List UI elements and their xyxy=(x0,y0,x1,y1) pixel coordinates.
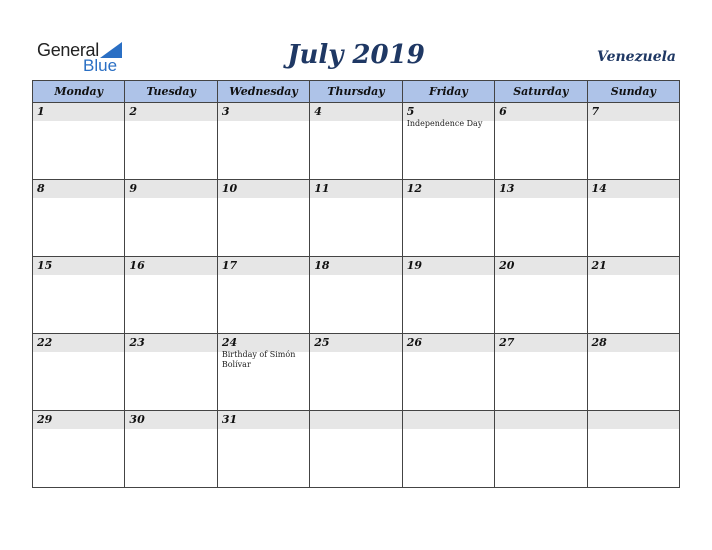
day-cell xyxy=(310,257,402,334)
day-cell xyxy=(125,334,217,411)
day-number: 28 xyxy=(588,334,679,352)
day-cell xyxy=(217,334,309,411)
day-cell xyxy=(217,411,309,488)
day-cell xyxy=(33,257,125,334)
weekday-header-row xyxy=(33,81,680,103)
day-cell xyxy=(125,257,217,334)
day-number: 16 xyxy=(125,257,216,275)
day-cell xyxy=(33,103,125,180)
day-number: 25 xyxy=(310,334,401,352)
week-row xyxy=(33,257,680,334)
weekday-tuesday: Tuesday xyxy=(125,81,217,103)
day-number: 13 xyxy=(495,180,586,198)
day-number xyxy=(495,411,586,429)
day-number: 15 xyxy=(33,257,124,275)
day-cell xyxy=(310,334,402,411)
logo-text-blue: Blue xyxy=(83,56,118,75)
day-number xyxy=(310,411,401,429)
week-row xyxy=(33,103,680,180)
day-cell xyxy=(495,103,587,180)
day-number: 18 xyxy=(310,257,401,275)
day-cell xyxy=(402,334,494,411)
day-cell xyxy=(217,103,309,180)
day-cell xyxy=(587,103,679,180)
calendar-grid xyxy=(32,80,680,488)
day-cell xyxy=(495,180,587,257)
day-number: 29 xyxy=(33,411,124,429)
day-cell xyxy=(217,180,309,257)
day-number: 20 xyxy=(495,257,586,275)
day-number: 8 xyxy=(33,180,124,198)
day-number: 14 xyxy=(588,180,679,198)
day-number: 2 xyxy=(125,103,216,121)
day-cell xyxy=(402,180,494,257)
country-label: Venezuela xyxy=(597,49,676,65)
day-cell xyxy=(125,411,217,488)
weekday-monday: Monday xyxy=(33,81,125,103)
day-cell xyxy=(495,411,587,488)
day-number: 4 xyxy=(310,103,401,121)
day-cell xyxy=(587,180,679,257)
day-cell xyxy=(402,103,494,180)
day-cell xyxy=(587,334,679,411)
day-cell xyxy=(217,257,309,334)
day-number: 26 xyxy=(403,334,494,352)
logo-text-general: General xyxy=(37,40,99,60)
day-number xyxy=(403,411,494,429)
day-number: 31 xyxy=(218,411,309,429)
day-number: 21 xyxy=(588,257,679,275)
day-number: 1 xyxy=(33,103,124,121)
day-number: 7 xyxy=(588,103,679,121)
day-number: 3 xyxy=(218,103,309,121)
weekday-wednesday: Wednesday xyxy=(217,81,309,103)
holiday-label: Birthday of Simón Bolívar xyxy=(221,350,296,369)
day-cell xyxy=(495,334,587,411)
day-number: 10 xyxy=(218,180,309,198)
day-cell xyxy=(33,334,125,411)
holiday-label: Independence Day xyxy=(406,119,483,128)
day-number: 9 xyxy=(125,180,216,198)
day-number xyxy=(588,411,679,429)
calendar-title: July 2019 xyxy=(287,40,425,70)
day-cell xyxy=(402,257,494,334)
day-cell xyxy=(587,257,679,334)
day-number: 19 xyxy=(403,257,494,275)
day-cell xyxy=(310,411,402,488)
day-number: 5 xyxy=(403,103,494,121)
day-cell xyxy=(310,180,402,257)
day-cell xyxy=(33,180,125,257)
day-number: 17 xyxy=(218,257,309,275)
day-number: 23 xyxy=(125,334,216,352)
week-row xyxy=(33,411,680,488)
day-cell xyxy=(495,257,587,334)
day-cell xyxy=(33,411,125,488)
weekday-thursday: Thursday xyxy=(310,81,402,103)
day-cell xyxy=(310,103,402,180)
day-number: 11 xyxy=(310,180,401,198)
weekday-sunday: Sunday xyxy=(587,81,679,103)
day-number: 12 xyxy=(403,180,494,198)
day-cell xyxy=(125,180,217,257)
weekday-friday: Friday xyxy=(402,81,494,103)
day-number: 22 xyxy=(33,334,124,352)
day-number: 30 xyxy=(125,411,216,429)
weekday-saturday: Saturday xyxy=(495,81,587,103)
day-number: 27 xyxy=(495,334,586,352)
day-cell xyxy=(402,411,494,488)
day-cell xyxy=(587,411,679,488)
day-number: 24 xyxy=(218,334,309,352)
week-row xyxy=(33,334,680,411)
week-row xyxy=(33,180,680,257)
day-number: 6 xyxy=(495,103,586,121)
day-cell xyxy=(125,103,217,180)
